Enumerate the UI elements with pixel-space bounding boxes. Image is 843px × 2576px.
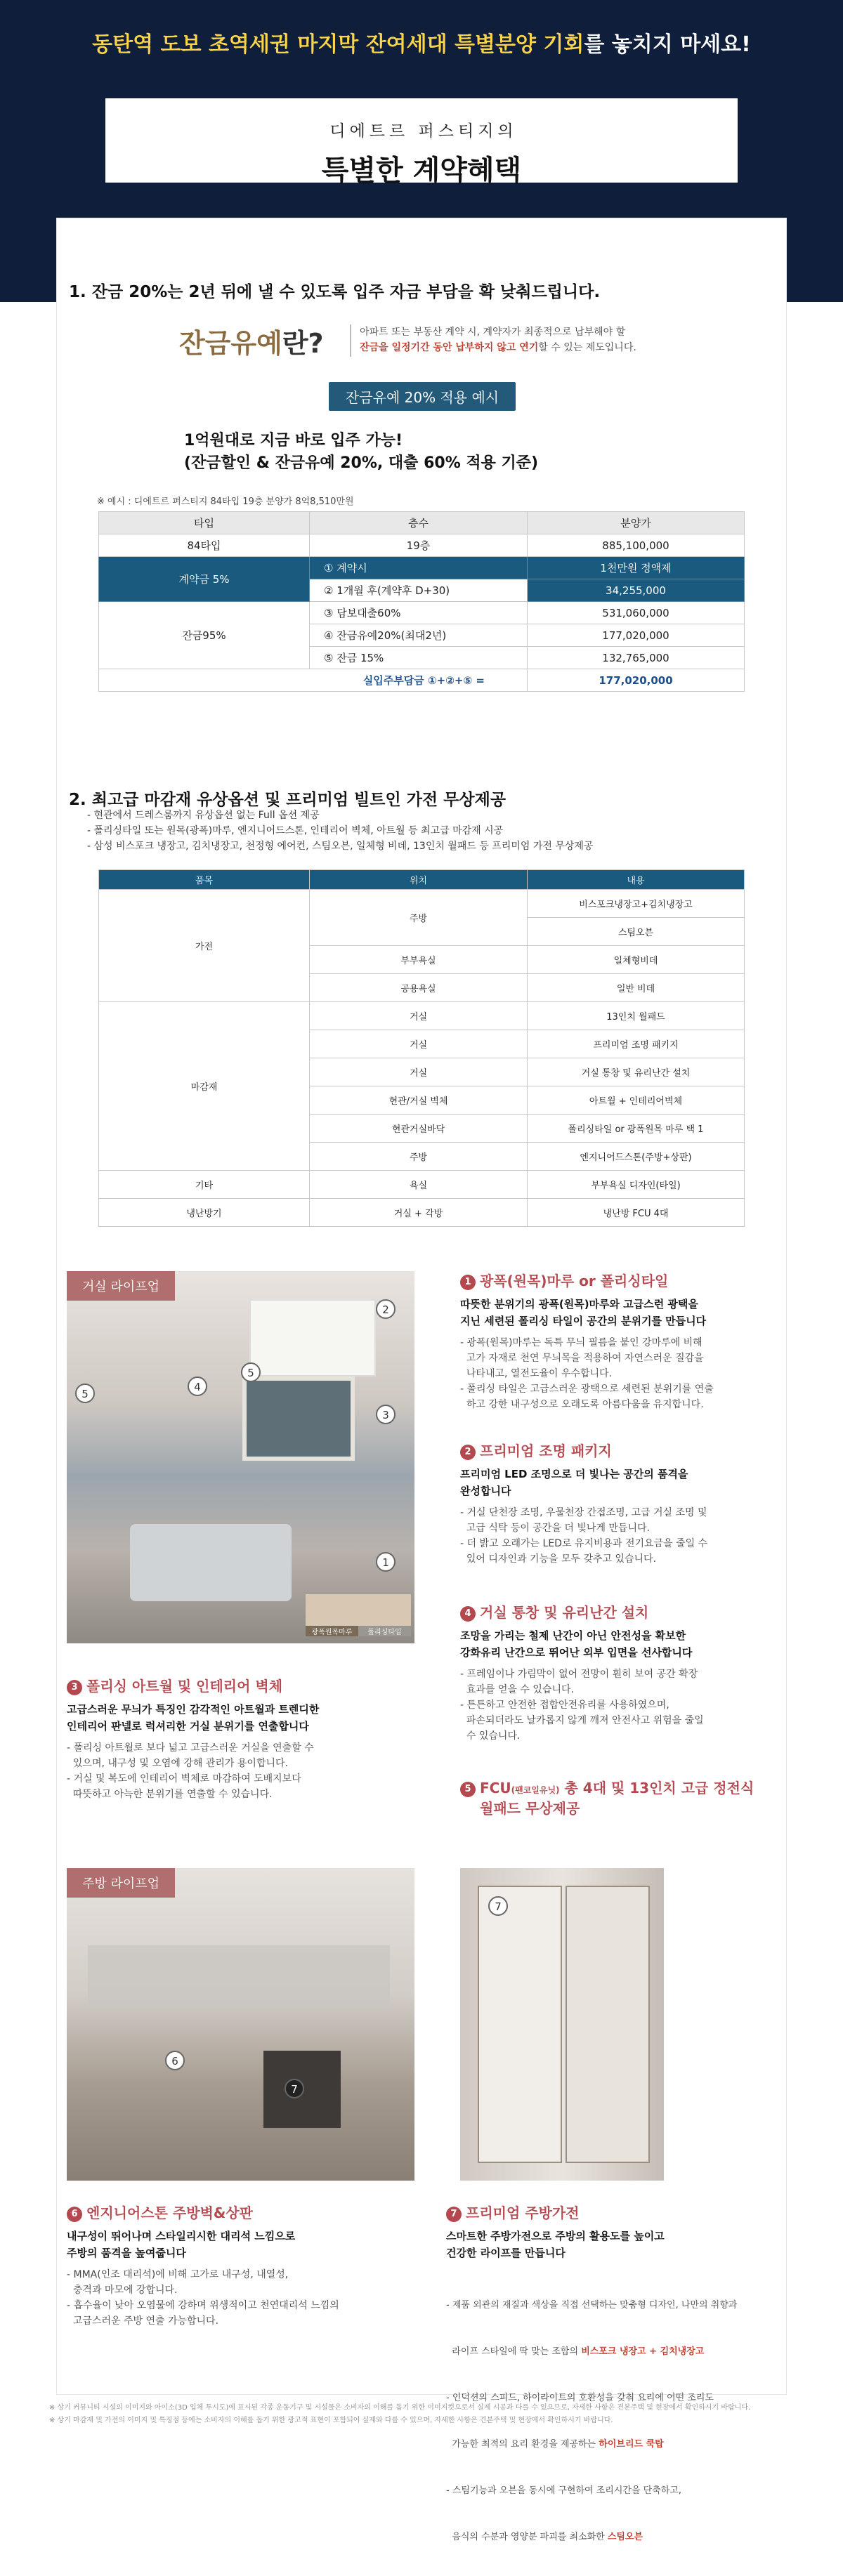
- marker-5b: 5: [241, 1362, 261, 1382]
- body-line: 하고 강한 내구성으로 오래도록 아름다움을 유지합니다.: [460, 1399, 704, 1410]
- table-cell: ④ 잔금유예20%(최대2년): [310, 624, 528, 647]
- body-line: - 폴리싱 타일은 고급스러운 광택으로 세련된 분위기를 연출: [460, 1384, 714, 1395]
- definition-heading: [179, 322, 324, 360]
- marker-2: 2: [376, 1299, 396, 1319]
- sub-line: 내구성이 뛰어나며 스타일리시한 대리석 느낌으로: [67, 2230, 296, 2242]
- body-line: 효과를 얻을 수 있습니다.: [460, 1684, 574, 1695]
- body-line: - 스팀기능과 오븐을 동시에 구현하여 조리시간을 단축하고,: [446, 2485, 682, 2496]
- feature-5-title-c: 월패드 무상제공: [480, 1800, 580, 1817]
- feature-3-title: [67, 1675, 432, 1695]
- table-cell: 19층: [310, 534, 528, 557]
- feature-2: [460, 1440, 797, 1567]
- sub-line: 지닌 세련된 폴리싱 타일이 공간의 분위기를 만듭니다: [460, 1315, 707, 1327]
- body-line: 음식의 수분과 영양분 파괴를 최소화한: [446, 2532, 608, 2542]
- body-line: 따뜻하고 아늑한 분위기를 연출할 수 있습니다.: [67, 1789, 273, 1800]
- def-line2: 할 수 있는 제도입니다.: [538, 342, 636, 353]
- table-cell: 욕실: [310, 1171, 528, 1199]
- feature-6-title: [67, 2202, 432, 2222]
- feature-2-body: [460, 1505, 797, 1567]
- table-cell: 엔지니어드스톤(주방+상판): [528, 1143, 745, 1171]
- table-cell: 주방: [310, 890, 528, 946]
- feature-6-title-text: 엔지니어스톤 주방벽&상판: [86, 2204, 253, 2221]
- sub-line: 스마트한 주방가전으로 주방의 활용도를 높이고: [446, 2230, 665, 2242]
- table-cell: 일반 비데: [528, 974, 745, 1002]
- feature-2-sub: [460, 1466, 797, 1499]
- feature-2-title-text: 프리미엄 조명 패키지: [480, 1443, 612, 1459]
- table-cell: 거실: [310, 1030, 528, 1058]
- hero-tagline: [0, 27, 843, 58]
- feature-6: [67, 2202, 432, 2329]
- feature-3-number: 3: [67, 1680, 82, 1695]
- sub-line: 완성합니다: [460, 1485, 511, 1497]
- table-cell: 885,100,000: [528, 534, 745, 557]
- header-type: 타입: [99, 512, 310, 534]
- body-line: 파손되더라도 날카롭지 않게 깨져 안전사고 위험을 줄일: [460, 1715, 704, 1726]
- title-box: [105, 98, 738, 187]
- body-line: 있어 디자인과 기능을 모두 갖추고 있습니다.: [460, 1553, 657, 1565]
- living-room-photo: [67, 1271, 414, 1643]
- deposit-label: 계약금 5%: [99, 557, 310, 602]
- body-line: 고가 자재로 천연 무늬목을 적용하여 자연스러운 질감을: [460, 1353, 704, 1364]
- header-item: 품목: [99, 870, 310, 890]
- hero-tagline-highlight: 동탄역 도보 초역세권 마지막 잔여세대 특별분양 기회: [92, 32, 584, 57]
- body-line: - 튼튼하고 안전한 접합안전유리를 사용하였으며,: [460, 1700, 669, 1711]
- disclaimer-line: ※ 상기 마감재 및 가전의 이미지 및 특징점 등에는 소비자의 이해를 돕기 위한 광고적 표현이 포함되어 실제와 다를 수 있으며, 자세한 사항은 견본주택 및 현장에서 확인하시기 바랍니다.: [49, 2417, 613, 2424]
- bullet-item: - 현관에서 드레스룸까지 유상옵션 없는 Full 옵션 제공: [87, 810, 320, 821]
- table-cell: 기타: [99, 1171, 310, 1199]
- table-cell: 부부욕실: [310, 946, 528, 974]
- sub-line: 건강한 라이프를 만듭니다: [446, 2247, 566, 2259]
- table-cell: 현관/거실 벽체: [310, 1086, 528, 1115]
- options-table: [98, 869, 745, 1227]
- body-line: - 폴리싱 아트월로 보다 넓고 고급스러운 거실을 연출할 수: [67, 1742, 314, 1754]
- marker-4: 4: [188, 1376, 207, 1396]
- feature-5-title-a: FCU: [480, 1780, 511, 1796]
- disclaimer-line: ※ 상기 커뮤니티 시설의 이미지와 아이소(3D 입체 투시도)에 표시된 각종 운동기구 및 시설물은 소비자의 이해를 돕기 위한 이미지컷으로서 실제 시공과 다를 수 있으므로, 자세한 사항은 견본주택 및 현장에서 확인하시기 바랍니다.: [49, 2404, 751, 2412]
- feature-7-title-text: 프리미엄 주방가전: [466, 2204, 580, 2221]
- sub-line: 주방의 품격을 높여줍니다: [67, 2247, 186, 2259]
- note-line1: 1억원대로 지금 바로 입주 가능!: [184, 432, 403, 449]
- body-highlight: 비스포크 냉장고 + 김치냉장고: [581, 2346, 705, 2357]
- payment-table: [98, 511, 745, 692]
- table-cell: 일체형비데: [528, 946, 745, 974]
- definition-desc: [360, 324, 636, 355]
- body-line: - 거실 및 복도에 인테리어 벽체로 마감하여 도배지보다: [67, 1773, 301, 1785]
- def-word: 잔금유예: [179, 328, 282, 359]
- footer-disclaimer: [49, 2402, 794, 2427]
- feature-1: [460, 1270, 797, 1412]
- living-label: 거실 라이프업: [67, 1271, 175, 1301]
- table-cell: 폴리싱타일 or 광폭원목 마루 택 1: [528, 1115, 745, 1143]
- feature-7-title: [446, 2202, 797, 2222]
- brand-name: [105, 118, 738, 141]
- table-cell: ① 계약시: [310, 557, 528, 579]
- hero-tagline-rest: 를 놓치지 마세요!: [584, 32, 751, 57]
- body-line: - MMA(인조 대리석)에 비해 고가로 내구성, 내열성,: [67, 2269, 289, 2280]
- table-cell: 공용욕실: [310, 974, 528, 1002]
- feature-4-sub: [460, 1627, 797, 1661]
- note-line2: (잔금할인 & 잔금유예 20%, 대출 60% 적용 기준): [184, 454, 539, 472]
- body-line: - 인덕션의 스피드, 하이라이트의 호환성을 갖춰 요리에 어떤 조리도: [446, 2393, 714, 2403]
- table-cell: 34,255,000: [528, 579, 745, 602]
- sofa: [130, 1524, 292, 1601]
- table-cell: 냉난방기: [99, 1199, 310, 1227]
- window: [242, 1376, 355, 1461]
- tile-label-wood: 광폭원목마루: [306, 1626, 358, 1636]
- table-cell: 비스포크냉장고+김치냉장고: [528, 890, 745, 918]
- marker-5: 5: [75, 1384, 95, 1403]
- divider: [350, 324, 351, 357]
- body-line: 수 있습니다.: [460, 1730, 521, 1742]
- finish-label: 마감재: [99, 1002, 310, 1171]
- marker-1: 1: [376, 1552, 396, 1572]
- brand-suffix: 의: [497, 122, 514, 140]
- table-cell: 주방: [310, 1143, 528, 1171]
- body-line: - 흡수율이 낮아 오염물에 강하며 위생적이고 천연대리석 느낌의: [67, 2300, 339, 2311]
- sub-line: 프리미엄 LED 조명으로 더 빛나는 공간의 품격을: [460, 1468, 688, 1480]
- feature-2-number: 2: [460, 1445, 476, 1460]
- feature-1-title-text: 광폭(원목)마루 or 폴리싱타일: [480, 1273, 669, 1289]
- tile-label-polishing: 폴리싱타일: [358, 1626, 411, 1636]
- table-cell: 177,020,000: [528, 624, 745, 647]
- feature-2-title: [460, 1440, 797, 1460]
- kitchen-label: 주방 라이프업: [67, 1868, 175, 1898]
- feature-1-title: [460, 1270, 797, 1290]
- example-pill: 잔금유예 20% 적용 예시: [329, 382, 516, 411]
- body-line: - 더 밝고 오래가는 LED로 유지비용과 전기요금을 줄일 수: [460, 1538, 708, 1549]
- body-line: - 광폭(원목)마루는 독특 무늬 필름을 붙인 강마루에 비해: [460, 1337, 702, 1348]
- section1-title: 1. 잔금 20%는 2년 뒤에 낼 수 있도록 입주 자금 부담을 확 낮춰드립니다.: [69, 283, 601, 301]
- feature-4-title-text: 거실 통창 및 유리난간 설치: [480, 1604, 649, 1621]
- feature-1-number: 1: [460, 1275, 476, 1290]
- table-cell: ③ 담보대출60%: [310, 602, 528, 624]
- def-question: 란?: [282, 328, 324, 359]
- table-cell: 부부욕실 디자인(타일): [528, 1171, 745, 1199]
- sub-line: 고급스러운 무늬가 특징인 감각적인 아트월과 트렌디한: [67, 1703, 320, 1716]
- table-cell: 13인치 월패드: [528, 1002, 745, 1030]
- body-line: 고급 식탁 등이 공간을 더 빛나게 만듭니다.: [460, 1523, 650, 1534]
- def-line1: 아파트 또는 부동산 계약 시, 계약자가 최종적으로 납부해야 할: [360, 327, 626, 338]
- body-line: 라이프 스타일에 딱 맞는 조합의: [446, 2346, 582, 2357]
- body-line: - 거실 단천장 조명, 우물천장 간접조명, 고급 거실 조명 및: [460, 1507, 707, 1518]
- sub-line: 인테리어 판넬로 럭셔리한 거실 분위기를 연출합니다: [67, 1720, 309, 1733]
- body-highlight: 스팀오븐: [607, 2532, 643, 2542]
- table-cell: 거실: [310, 1058, 528, 1086]
- marker-3: 3: [376, 1405, 396, 1424]
- table-cell: 거실 통창 및 유리난간 설치: [528, 1058, 745, 1086]
- fridge-door: [566, 1886, 650, 2163]
- table-cell: 냉난방 FCU 4대: [528, 1199, 745, 1227]
- page-title: 특별한 계약혜택: [321, 155, 522, 187]
- feature-4-title: [460, 1601, 797, 1622]
- sub-line: 조망을 가리는 철제 난간이 아닌 안전성을 확보한: [460, 1629, 686, 1642]
- table-cell: 531,060,000: [528, 602, 745, 624]
- total-label: 실입주부담금 ①+②+⑤ =: [99, 669, 528, 692]
- feature-5-title-small: (팬코일유닛): [511, 1785, 560, 1795]
- sub-line: 따뜻한 분위기의 광폭(원목)마루와 고급스런 광택을: [460, 1298, 698, 1310]
- marker-7: 7: [285, 2079, 304, 2098]
- feature-6-number: 6: [67, 2207, 82, 2222]
- feature-5: [460, 1777, 797, 1818]
- feature-7-sub: [446, 2228, 797, 2261]
- table-cell: 아트월 + 인테리어벽체: [528, 1086, 745, 1115]
- body-line: 나타내고, 열전도율이 우수합니다.: [460, 1368, 613, 1379]
- body-line: - 프레임이나 가림막이 없어 전망이 훤히 보여 공간 확장: [460, 1669, 698, 1680]
- body-line: 충격과 마모에 강합니다.: [67, 2285, 178, 2296]
- feature-6-body: [67, 2267, 432, 2329]
- feature-5-title: [460, 1777, 797, 1797]
- table-cell: 현관거실바닥: [310, 1115, 528, 1143]
- body-line: 고급스러운 주방 연출 가능합니다.: [67, 2315, 219, 2327]
- table-cell: ② 1개월 후(계약후 D+30): [310, 579, 528, 602]
- section2-title: 2. 최고급 마감재 유상옵션 및 프리미엄 빌트인 가전 무상제공: [69, 791, 507, 809]
- kitchen-photo: [67, 1868, 414, 2181]
- feature-3: [67, 1675, 432, 1802]
- header-floor: 층수: [310, 512, 528, 534]
- table-cell: 거실 + 각방: [310, 1199, 528, 1227]
- body-highlight: 하이브리드 쿡탑: [599, 2439, 664, 2450]
- sub-line: 강화유리 난간으로 뛰어난 외부 입면을 선사합니다: [460, 1646, 693, 1659]
- brand-text: 디에트르 퍼스티지: [329, 122, 498, 140]
- feature-3-sub: [67, 1701, 432, 1735]
- header-price: 분양가: [528, 512, 745, 534]
- floor-tiles: [306, 1594, 411, 1636]
- table-cell: ⑤ 잔금 15%: [310, 647, 528, 669]
- body-line: 가능한 최적의 요리 환경을 제공하는: [446, 2439, 599, 2450]
- feature-5-number: 5: [460, 1782, 476, 1797]
- fridge-door: [478, 1886, 562, 2163]
- backsplash: [88, 1945, 390, 2009]
- marker-7b: 7: [488, 1896, 508, 1916]
- example-caption: ※ 예시 : 디에트르 퍼스티지 84타입 19층 분양가 8억8,510만원: [97, 497, 354, 507]
- feature-4: [460, 1601, 797, 1744]
- header-location: 위치: [310, 870, 528, 890]
- bullet-item: - 삼성 비스포크 냉장고, 김치냉장고, 천정형 에어컨, 스팀오븐, 일체형 비데, 13인치 월패드 등 프리미엄 가전 무상제공: [87, 841, 594, 852]
- table-cell: 프리미엄 조명 패키지: [528, 1030, 745, 1058]
- section2-bullets: [87, 808, 593, 854]
- ceiling-light: [249, 1299, 376, 1376]
- body-line: 있으며, 내구성 및 오염에 강해 관리가 용이합니다.: [67, 1758, 288, 1769]
- feature-4-number: 4: [460, 1606, 476, 1622]
- feature-4-body: [460, 1667, 797, 1744]
- table-cell: 1천만원 정액제: [528, 557, 745, 579]
- feature-7: [446, 2202, 797, 2576]
- total-value: 177,020,000: [528, 669, 745, 692]
- feature-3-title-text: 폴리싱 아트월 및 인테리어 벽체: [86, 1678, 283, 1695]
- feature-1-sub: [460, 1296, 797, 1329]
- example-note: [184, 430, 538, 475]
- feature-7-number: 7: [446, 2207, 462, 2222]
- feature-6-sub: [67, 2228, 432, 2261]
- def-highlight: 잔금을 일정기간 동안 납부하지 않고 연기: [360, 342, 539, 353]
- marker-6: 6: [165, 2051, 185, 2070]
- table-cell: 스팀오븐: [528, 918, 745, 946]
- feature-5-title-b: 총 4대 및 13인치 고급 정전식: [564, 1780, 754, 1796]
- header-content: 내용: [528, 870, 745, 890]
- table-cell: 132,765,000: [528, 647, 745, 669]
- bullet-item: - 폴리싱타일 또는 원목(광폭)마루, 엔지니어드스톤, 인테리어 벽체, 아트월 등 최고급 마감재 시공: [87, 825, 504, 836]
- table-cell: 84타입: [99, 534, 310, 557]
- body-line: - 제품 외관의 재질과 색상을 직접 선택하는 맞춤형 디자인, 나만의 취향과: [446, 2300, 738, 2311]
- table-cell: 거실: [310, 1002, 528, 1030]
- fridge-photo: [460, 1868, 664, 2181]
- feature-1-body: [460, 1335, 797, 1412]
- appliance-label: 가전: [99, 890, 310, 1002]
- balance-label: 잔금95%: [99, 602, 310, 669]
- feature-3-body: [67, 1740, 432, 1802]
